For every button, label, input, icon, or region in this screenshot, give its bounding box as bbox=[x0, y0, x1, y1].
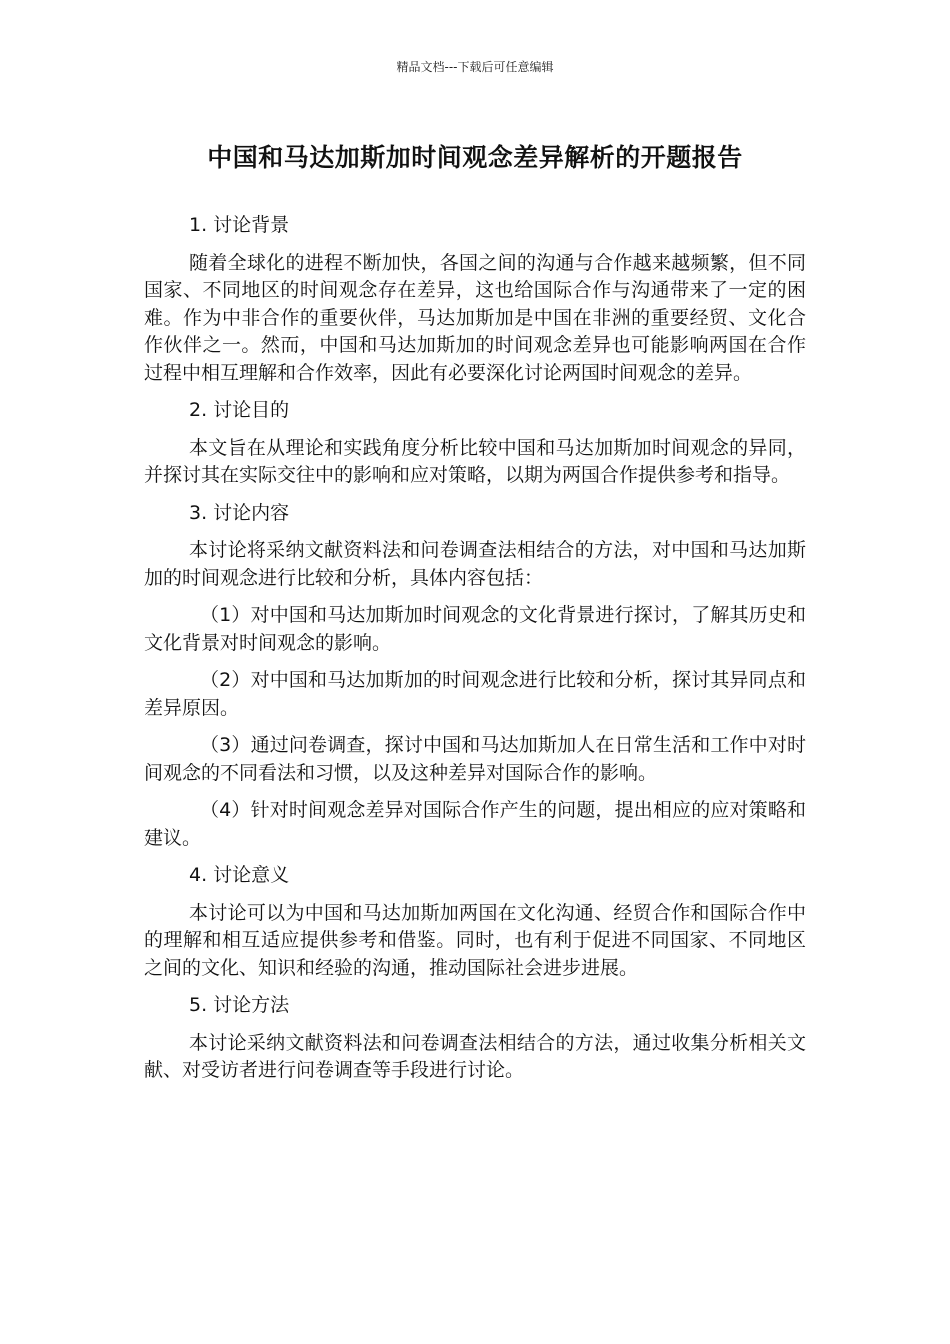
list-item: （2）对中国和马达加斯加的时间观念进行比较和分析，探讨其异同点和差异原因。 bbox=[144, 669, 806, 719]
header-note: 精品文档---下载后可任意编辑 bbox=[396, 60, 554, 74]
section-heading-background: 1. 讨论背景 bbox=[189, 214, 290, 236]
list-item: （3）通过问卷调查，探讨中国和马达加斯加人在日常生活和工作中对时间观念的不同看法和习惯，以及这种差异对国际合作的影响。 bbox=[144, 734, 806, 784]
paragraph-method: 本讨论采纳文献资料法和问卷调查法相结合的方法，通过收集分析相关文献、对受访者进行问卷调查等手段进行讨论。 bbox=[144, 1031, 806, 1081]
document-title: 中国和马达加斯加时间观念差异解析的开题报告 bbox=[207, 143, 743, 172]
section-heading-method: 5. 讨论方法 bbox=[189, 994, 290, 1016]
paragraph-significance: 本讨论可以为中国和马达加斯加两国在文化沟通、经贸合作和国际合作中的理解和相互适应提供参考和借鉴。同时，也有利于促进不同国家、不同地区之间的文化、知识和经验的沟通，推动国际社会进步进展。 bbox=[144, 901, 806, 979]
section-heading-purpose: 2. 讨论目的 bbox=[189, 399, 290, 421]
list-item: （1）对中国和马达加斯加时间观念的文化背景进行探讨，了解其历史和文化背景对时间观念的影响。 bbox=[144, 604, 806, 654]
paragraph-content-intro: 本讨论将采纳文献资料法和问卷调查法相结合的方法，对中国和马达加斯加的时间观念进行比较和分析，具体内容包括： bbox=[144, 539, 806, 589]
paragraph-purpose: 本文旨在从理论和实践角度分析比较中国和马达加斯加时间观念的异同，并探讨其在实际交往中的影响和应对策略，以期为两国合作提供参考和指导。 bbox=[144, 436, 806, 486]
section-heading-significance: 4. 讨论意义 bbox=[189, 864, 290, 886]
document-body bbox=[144, 212, 806, 1095]
paragraph-background: 随着全球化的进程不断加快，各国之间的沟通与合作越来越频繁，但不同国家、不同地区的时间观念存在差异，这也给国际合作与沟通带来了一定的困难。作为中非合作的重要伙伴，马达加斯加是中国在非洲的重要经贸、文化合作伙伴之一。然而，中国和马达加斯加的时间观念差异也可能影响两国在合作过程中相互理解和合作效率，因此有必要深化讨论两国时间观念的差异。 bbox=[144, 251, 806, 384]
list-item: （4）针对时间观念差异对国际合作产生的问题，提出相应的应对策略和建议。 bbox=[144, 799, 806, 849]
section-heading-content: 3. 讨论内容 bbox=[189, 501, 290, 524]
